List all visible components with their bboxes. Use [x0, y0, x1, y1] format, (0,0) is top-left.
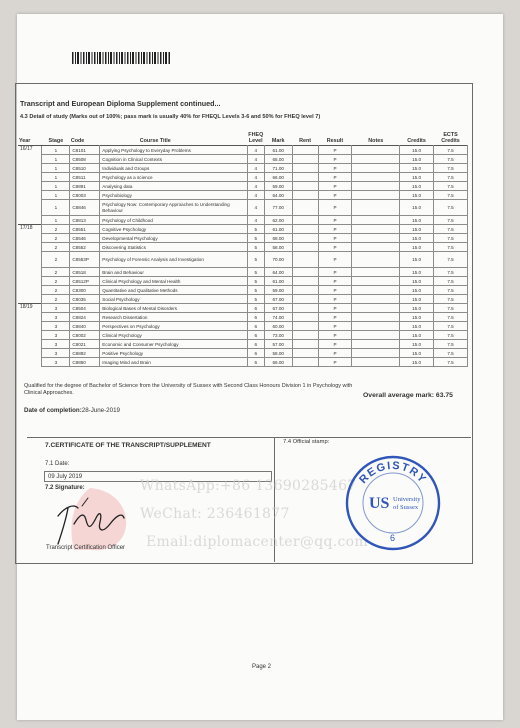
notes-cell: [352, 155, 400, 164]
notes-cell: [352, 191, 400, 200]
stage-cell: 2: [42, 225, 70, 234]
code-cell: C8551: [70, 225, 100, 234]
mark-cell: 64.00: [264, 268, 292, 277]
rent-cell: [292, 277, 318, 286]
notes-cell: [352, 286, 400, 295]
notes-cell: [352, 268, 400, 277]
course-title-cell: Applying Psychology to Everyday Problems: [100, 146, 248, 155]
rent-cell: [292, 295, 318, 304]
table-row: [18, 243, 468, 252]
code-cell: C8512P: [70, 277, 100, 286]
rent-cell: [292, 155, 318, 164]
credits-cell: 15.0: [400, 164, 434, 173]
credits-cell: 15.0: [400, 358, 434, 367]
course-title-cell: Individuals and Groups: [100, 164, 248, 173]
fheq-level-cell: 5: [247, 268, 264, 277]
ects-cell: 7.5: [434, 322, 468, 331]
notes-cell: [352, 304, 400, 313]
table-row: [18, 182, 468, 191]
result-cell: P: [318, 146, 352, 155]
stage-cell: 1: [42, 200, 70, 216]
credits-cell: 15.0: [400, 340, 434, 349]
course-title-cell: Cognitive Psychology: [100, 225, 248, 234]
notes-cell: [352, 322, 400, 331]
stage-cell: 1: [42, 216, 70, 225]
notes-cell: [352, 182, 400, 191]
notes-cell: [352, 225, 400, 234]
result-cell: P: [318, 252, 352, 268]
result-cell: P: [318, 304, 352, 313]
fheq-level-cell: 6: [247, 358, 264, 367]
rent-cell: [292, 234, 318, 243]
stamp-logo: US: [369, 495, 390, 512]
fheq-level-cell: 4: [247, 216, 264, 225]
stage-cell: 2: [42, 295, 70, 304]
notes-cell: [352, 349, 400, 358]
credits-cell: 15.0: [400, 277, 434, 286]
stamp-number: 6: [390, 533, 396, 543]
ects-cell: 7.5: [434, 243, 468, 252]
stage-cell: 1: [42, 164, 70, 173]
ects-cell: 7.5: [434, 349, 468, 358]
table-row: [18, 252, 468, 268]
ects-cell: 7.5: [434, 313, 468, 322]
fheq-level-cell: 4: [247, 200, 264, 216]
ects-cell: 7.5: [434, 173, 468, 182]
fheq-level-cell: 5: [247, 225, 264, 234]
ects-cell: 7.5: [434, 164, 468, 173]
fheq-level-cell: 4: [247, 164, 264, 173]
mark-cell: 59.00: [264, 286, 292, 295]
course-title-cell: Quantitative and Qualitative Methods: [100, 286, 248, 295]
ects-cell: 7.5: [434, 200, 468, 216]
notes-cell: [352, 331, 400, 340]
code-cell: C8846: [70, 200, 100, 216]
course-title-cell: Psychology of Forensic Analysis and Investigation: [100, 252, 248, 268]
rent-cell: [292, 349, 318, 358]
result-cell: P: [318, 313, 352, 322]
credits-cell: 15.0: [400, 155, 434, 164]
stage-cell: 2: [42, 243, 70, 252]
header-fheq-level: FHEQ Level: [248, 132, 264, 145]
header-mark: Mark: [271, 138, 285, 145]
notes-cell: [352, 340, 400, 349]
notes-cell: [352, 200, 400, 216]
code-cell: C8553P: [70, 252, 100, 268]
notes-cell: [352, 277, 400, 286]
stage-cell: 3: [42, 358, 70, 367]
credits-cell: 15.0: [400, 313, 434, 322]
code-cell: C8518: [70, 268, 100, 277]
fheq-level-cell: 6: [247, 304, 264, 313]
ects-cell: 7.5: [434, 225, 468, 234]
notes-cell: [352, 173, 400, 182]
notes-cell: [352, 243, 400, 252]
course-title-cell: Economic and Consumer Psychology: [100, 340, 248, 349]
mark-cell: 62.00: [264, 216, 292, 225]
course-title-cell: Discovering Statistics: [100, 243, 248, 252]
course-title-cell: Cognition in Clinical Contexts: [100, 155, 248, 164]
code-cell: C8510: [70, 164, 100, 173]
header-notes: Notes: [368, 138, 384, 145]
mark-cell: 58.00: [264, 243, 292, 252]
course-title-cell: Positive Psychology: [100, 349, 248, 358]
table-row: [18, 216, 468, 225]
notes-cell: [352, 146, 400, 155]
barcode: [72, 52, 170, 64]
stage-cell: 3: [42, 322, 70, 331]
result-cell: P: [318, 286, 352, 295]
ects-cell: 7.5: [434, 216, 468, 225]
rent-cell: [292, 268, 318, 277]
result-cell: P: [318, 182, 352, 191]
rent-cell: [292, 322, 318, 331]
rent-cell: [292, 252, 318, 268]
credits-cell: 15.0: [400, 349, 434, 358]
header-stage: Stage: [48, 138, 64, 145]
table-row: [18, 322, 468, 331]
notes-cell: [352, 216, 400, 225]
qualification-statement: Qualified for the degree of Bachelor of Science from the University of Sussex with Second Class Honours Division 1 in Psychology with Clinical Approaches.: [24, 383, 353, 397]
course-title-cell: Social Psychology: [100, 295, 248, 304]
stage-cell: 3: [42, 349, 70, 358]
stage-cell: 2: [42, 234, 70, 243]
credits-cell: 15.0: [400, 286, 434, 295]
stamp-name-line1: University: [393, 496, 421, 503]
rent-cell: [292, 216, 318, 225]
code-cell: C8035: [70, 295, 100, 304]
mark-cell: 59.00: [264, 182, 292, 191]
mark-cell: 74.00: [264, 313, 292, 322]
course-title-cell: Developmental Psychology: [100, 234, 248, 243]
table-row: [18, 277, 468, 286]
ects-cell: 7.5: [434, 295, 468, 304]
stamp-name-line2: of Sussex: [393, 504, 419, 511]
credits-cell: 15.0: [400, 173, 434, 182]
stage-cell: 3: [42, 340, 70, 349]
notes-cell: [352, 295, 400, 304]
result-cell: P: [318, 277, 352, 286]
course-title-cell: Analysing data: [100, 182, 248, 191]
table-row: [18, 191, 468, 200]
table-row: [18, 164, 468, 173]
rent-cell: [292, 340, 318, 349]
mark-cell: 65.00: [264, 155, 292, 164]
course-title-cell: Perspectives on Psychology: [100, 322, 248, 331]
credits-cell: 15.0: [400, 252, 434, 268]
result-cell: P: [318, 243, 352, 252]
table-row: [18, 200, 468, 216]
watermark-text: WhatsApp:+86 13690285467: [140, 478, 357, 494]
mark-cell: 77.00: [264, 200, 292, 216]
table-row: [18, 304, 468, 313]
credits-cell: 15.0: [400, 191, 434, 200]
result-cell: P: [318, 164, 352, 173]
signature-label: 7.2 Signature:: [45, 485, 85, 491]
table-row: [18, 225, 468, 234]
code-cell: C8546: [70, 234, 100, 243]
officer-label: Transcript Certification Officer: [46, 545, 126, 551]
section-heading: 4.3 Detail of study (Marks out of 100%; pass mark is usually 40% for FHEQL Levels 3-6 and 50% for FHEQ level 7): [20, 114, 321, 120]
course-title-cell: Brain and Behaviour: [100, 268, 248, 277]
result-cell: P: [318, 331, 352, 340]
rent-cell: [292, 243, 318, 252]
course-title-cell: Clinical Psychology and Mental Health: [100, 277, 248, 286]
date-field: 09 July 2019: [44, 471, 272, 482]
stage-cell: 1: [42, 155, 70, 164]
code-cell: C8891: [70, 182, 100, 191]
notes-cell: [352, 313, 400, 322]
code-cell: C8101: [70, 146, 100, 155]
code-cell: C8552: [70, 243, 100, 252]
fheq-level-cell: 6: [247, 331, 264, 340]
code-cell: C8300: [70, 286, 100, 295]
table-row: [18, 340, 468, 349]
mark-cell: 67.00: [264, 304, 292, 313]
fheq-level-cell: 4: [247, 155, 264, 164]
document-title: Transcript and European Diploma Supplement continued...: [20, 99, 221, 108]
code-cell: C8508: [70, 155, 100, 164]
ects-cell: 7.5: [434, 182, 468, 191]
fheq-level-cell: 5: [247, 277, 264, 286]
result-cell: P: [318, 322, 352, 331]
notes-cell: [352, 358, 400, 367]
table-row: [18, 295, 468, 304]
code-cell: C8850: [70, 358, 100, 367]
table-row: [18, 358, 468, 367]
credits-cell: 15.0: [400, 331, 434, 340]
rent-cell: [292, 304, 318, 313]
stage-cell: 3: [42, 331, 70, 340]
result-cell: P: [318, 155, 352, 164]
mark-cell: 61.00: [264, 146, 292, 155]
result-cell: P: [318, 268, 352, 277]
stage-cell: 1: [42, 191, 70, 200]
course-title-cell: Psychology of Childhood: [100, 216, 248, 225]
header-rent: Rent: [299, 138, 312, 145]
header-code: Code: [70, 138, 85, 145]
fheq-level-cell: 5: [247, 252, 264, 268]
mark-cell: 68.00: [264, 234, 292, 243]
rent-cell: [292, 225, 318, 234]
header-course-title: Course Title: [139, 138, 171, 145]
code-cell: C8511: [70, 173, 100, 182]
ects-cell: 7.5: [434, 234, 468, 243]
notes-cell: [352, 164, 400, 173]
ects-cell: 7.5: [434, 286, 468, 295]
stage-cell: 1: [42, 182, 70, 191]
course-title-cell: Clinical Psychology: [100, 331, 248, 340]
code-cell: C8824: [70, 313, 100, 322]
mark-cell: 61.00: [264, 277, 292, 286]
mark-cell: 66.00: [264, 358, 292, 367]
fheq-level-cell: 6: [247, 313, 264, 322]
watermark-text: WeChat: 236461877: [140, 506, 290, 522]
table-row: [18, 286, 468, 295]
credits-cell: 15.0: [400, 322, 434, 331]
result-cell: P: [318, 358, 352, 367]
credits-cell: 15.0: [400, 146, 434, 155]
ects-cell: 7.5: [434, 331, 468, 340]
course-title-cell: Biological Bases of Mental Disorders: [100, 304, 248, 313]
table-row: [18, 234, 468, 243]
result-cell: P: [318, 295, 352, 304]
fheq-level-cell: 6: [247, 322, 264, 331]
ects-cell: 7.5: [434, 268, 468, 277]
notes-cell: [352, 234, 400, 243]
stage-cell: 1: [42, 173, 70, 182]
mark-cell: 66.00: [264, 173, 292, 182]
table-row: [18, 146, 468, 155]
rent-cell: [292, 182, 318, 191]
fheq-level-cell: 6: [247, 340, 264, 349]
grades-table: [18, 131, 468, 367]
code-cell: C8504: [70, 304, 100, 313]
course-title-cell: Psychology as a science: [100, 173, 248, 182]
completion-label: Date of completion:: [24, 407, 82, 414]
stage-cell: 3: [42, 313, 70, 322]
ects-cell: 7.5: [434, 146, 468, 155]
header-result: Result: [326, 138, 344, 145]
watermark-text: Email:diplomacenter@qq.com: [146, 534, 368, 550]
credits-cell: 15.0: [400, 216, 434, 225]
mark-cell: 57.00: [264, 340, 292, 349]
code-cell: C8002: [70, 331, 100, 340]
table-row: [18, 331, 468, 340]
certificate-title: 7.CERTIFICATE OF THE TRANSCRIPT/SUPPLEMENT: [45, 442, 211, 449]
completion-value: 28-June-2019: [81, 407, 120, 414]
header-credits: Credits: [407, 138, 426, 145]
date-label: 7.1 Date:: [45, 461, 70, 467]
stage-cell: 2: [42, 252, 70, 268]
fheq-level-cell: 5: [247, 295, 264, 304]
rent-cell: [292, 358, 318, 367]
mark-cell: 73.00: [264, 331, 292, 340]
credits-cell: 15.0: [400, 200, 434, 216]
credits-cell: 15.0: [400, 268, 434, 277]
course-title-cell: Research Dissertation: [100, 313, 248, 322]
notes-cell: [352, 252, 400, 268]
stage-cell: 2: [42, 268, 70, 277]
grades-body: [18, 146, 468, 367]
header-ects-credits: ECTS Credits: [441, 132, 460, 145]
rent-cell: [292, 286, 318, 295]
registry-stamp: [340, 448, 446, 554]
code-cell: C8021: [70, 340, 100, 349]
table-row: [18, 173, 468, 182]
mark-cell: 58.00: [264, 349, 292, 358]
ects-cell: 7.5: [434, 155, 468, 164]
rent-cell: [292, 331, 318, 340]
overall-average: Overall average mark: 63.75: [363, 392, 453, 399]
ects-cell: 7.5: [434, 358, 468, 367]
ects-cell: 7.5: [434, 304, 468, 313]
rent-cell: [292, 200, 318, 216]
credits-cell: 15.0: [400, 225, 434, 234]
table-row: [18, 268, 468, 277]
table-header-row: [18, 131, 468, 146]
stage-cell: 1: [42, 146, 70, 155]
fheq-level-cell: 5: [247, 234, 264, 243]
fheq-level-cell: 4: [247, 191, 264, 200]
code-cell: C8892: [70, 349, 100, 358]
credits-cell: 15.0: [400, 304, 434, 313]
result-cell: P: [318, 173, 352, 182]
result-cell: P: [318, 349, 352, 358]
credits-cell: 15.0: [400, 295, 434, 304]
code-cell: C8840: [70, 322, 100, 331]
table-row: [18, 349, 468, 358]
stamp-label: 7.4 Official stamp:: [283, 439, 330, 445]
ects-cell: 7.5: [434, 277, 468, 286]
fheq-level-cell: 5: [247, 286, 264, 295]
mark-cell: 71.00: [264, 164, 292, 173]
year-cell: 17/18: [18, 225, 42, 304]
course-title-cell: Psychology Now: Contemporary Approaches to Understanding Behaviour: [100, 200, 248, 216]
result-cell: P: [318, 340, 352, 349]
stage-cell: 3: [42, 304, 70, 313]
rent-cell: [292, 313, 318, 322]
ects-cell: 7.5: [434, 191, 468, 200]
fheq-level-cell: 4: [247, 182, 264, 191]
stage-cell: 2: [42, 286, 70, 295]
result-cell: P: [318, 200, 352, 216]
mark-cell: 61.00: [264, 225, 292, 234]
year-cell: 18/19: [18, 304, 42, 367]
result-cell: P: [318, 225, 352, 234]
result-cell: P: [318, 234, 352, 243]
credits-cell: 15.0: [400, 234, 434, 243]
rent-cell: [292, 164, 318, 173]
credits-cell: 15.0: [400, 182, 434, 191]
ects-cell: 7.5: [434, 252, 468, 268]
fheq-level-cell: 4: [247, 146, 264, 155]
fheq-level-cell: 6: [247, 349, 264, 358]
completion-date: [24, 407, 120, 414]
table-row: [18, 313, 468, 322]
page-number: Page 2: [252, 664, 272, 670]
ects-cell: 7.5: [434, 340, 468, 349]
rent-cell: [292, 191, 318, 200]
result-cell: P: [318, 216, 352, 225]
fheq-level-cell: 4: [247, 173, 264, 182]
stage-cell: 2: [42, 277, 70, 286]
code-cell: C8003: [70, 191, 100, 200]
rent-cell: [292, 173, 318, 182]
header-year: Year: [19, 138, 31, 145]
course-title-cell: Imaging Mind and Brain: [100, 358, 248, 367]
mark-cell: 60.00: [264, 322, 292, 331]
mark-cell: 64.00: [264, 191, 292, 200]
table-row: [18, 155, 468, 164]
mark-cell: 67.00: [264, 295, 292, 304]
fheq-level-cell: 5: [247, 243, 264, 252]
year-cell: 16/17: [18, 146, 42, 225]
stamp-top-text: REGISTRY: [357, 459, 429, 487]
result-cell: P: [318, 191, 352, 200]
credits-cell: 15.0: [400, 243, 434, 252]
mark-cell: 70.00: [264, 252, 292, 268]
rent-cell: [292, 146, 318, 155]
course-title-cell: Psychobiology: [100, 191, 248, 200]
code-cell: C8813: [70, 216, 100, 225]
